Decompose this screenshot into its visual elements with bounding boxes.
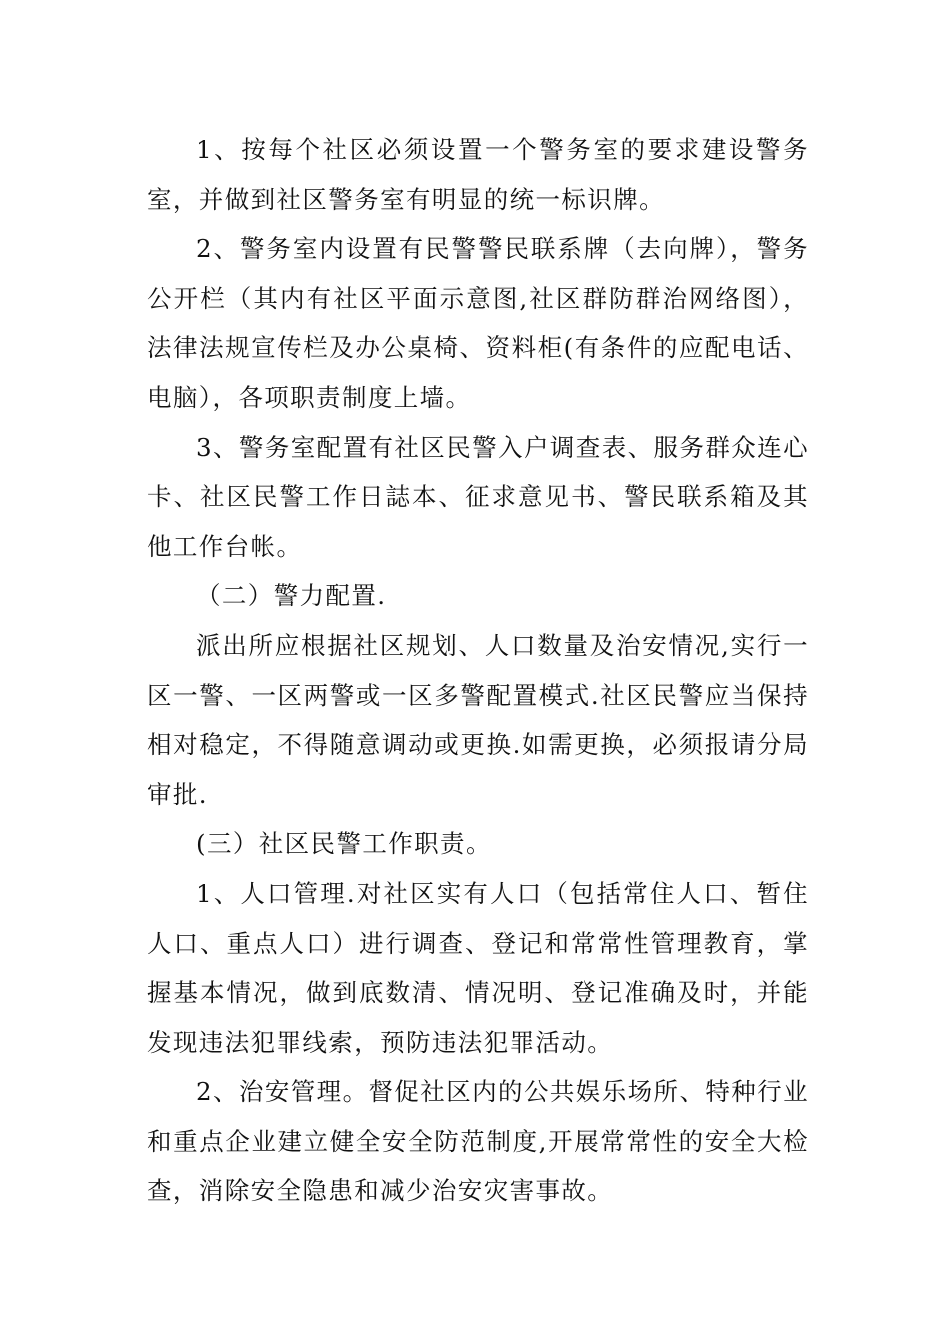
- paragraph-population-management: 1、人口管理.对社区实有人口（包括常住人口、暂住人口、重点人口）进行调查、登记和常常性管理教育，掌握基本情况，做到底数清、情况明、登记准确及时，并能发现违法犯罪线索，预防违法犯罪活动。: [147, 878, 809, 1057]
- paragraph-police-room-facilities: 2、警务室内设置有民警警民联系牌（去向牌），警务公开栏（其内有社区平面示意图,社区群防群治网络图），法律法规宣传栏及办公桌椅、资料柜(有条件的应配电话、电脑），各项职责制度上墙。: [147, 234, 809, 412]
- section-heading-police-allocation: （二）警力配置.: [196, 581, 387, 611]
- paragraph-police-room-materials: 3、警务室配置有社区民警入户调查表、服务群众连心卡、社区民警工作日誌本、征求意见书、警民联系箱及其他工作台帐。: [147, 432, 809, 561]
- paragraph-police-room-setup: 1、按每个社区必须设置一个警务室的要求建设警务室，并做到社区警务室有明显的统一标识牌。: [147, 135, 809, 214]
- document-body: [147, 125, 809, 1216]
- paragraph-police-allocation: 派出所应根据社区规划、人口数量及治安情况,实行一区一警、一区两警或一区多警配置模式.社区民警应当保持相对稳定，不得随意调动或更换.如需更换，必须报请分局审批.: [147, 630, 809, 809]
- paragraph-public-security-management: 2、治安管理。督促社区内的公共娱乐场所、特种行业和重点企业建立健全安全防范制度,开展常常性的安全大检查，消除安全隐患和减少治安灾害事故。: [147, 1077, 809, 1206]
- section-heading-duties: (三）社区民警工作职责。: [196, 829, 492, 859]
